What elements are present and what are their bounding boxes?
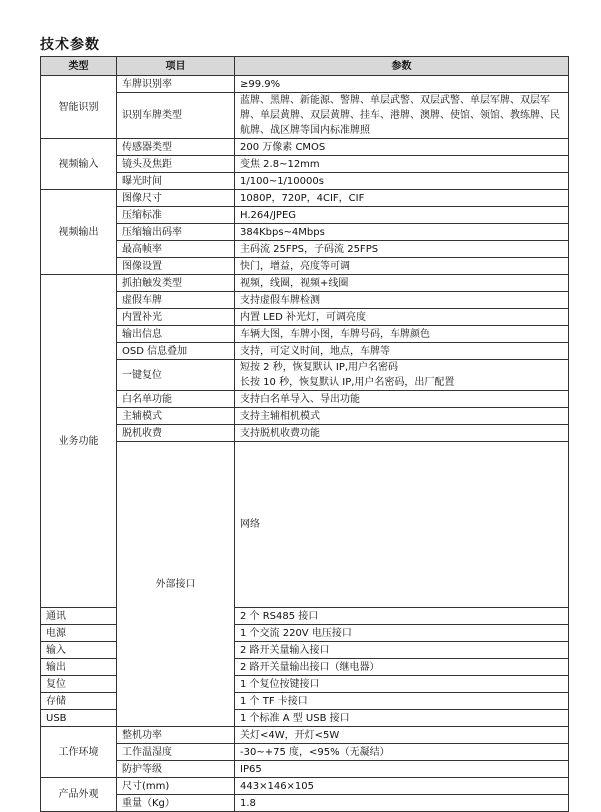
item-cell: 一键复位: [117, 360, 235, 391]
table-row: [41, 258, 569, 275]
table-row: [41, 93, 569, 139]
param-cell: ≥99.9%: [235, 76, 569, 93]
table-row: [41, 173, 569, 190]
table-row: [41, 207, 569, 224]
param-cell: 车辆大图，车牌小图，车牌号码，车牌颜色: [235, 326, 569, 343]
item-cell: 压缩输出码率: [117, 224, 235, 241]
item-cell: 输出: [41, 659, 117, 676]
item-cell: 重量（Kg）: [117, 795, 235, 812]
category-cell: 外部接口: [117, 442, 235, 727]
table-row: [41, 442, 569, 608]
param-cell: 支持主辅相机模式: [235, 408, 569, 425]
item-cell: 最高帧率: [117, 241, 235, 258]
param-cell: 蓝牌、黑牌、新能源、警牌、单层武警、双层武警、单层军牌、双层军牌、单层黄牌、双层黄牌、挂车、港牌、澳牌、使馆、领馆、教练牌、民航牌、战区牌等国内标准牌照: [235, 93, 569, 139]
item-cell: 防护等级: [117, 761, 235, 778]
item-cell: USB: [41, 710, 117, 727]
param-cell: 1/100~1/10000s: [235, 173, 569, 190]
item-cell: 抓拍触发类型: [117, 275, 235, 292]
param-cell: 关灯<4W，开灯<5W: [235, 727, 569, 744]
table-row: [41, 761, 569, 778]
category-cell: 产品外观: [41, 778, 117, 812]
item-cell: 存储: [41, 693, 117, 710]
header-type: 类型: [41, 57, 117, 76]
category-cell: 视频输入: [41, 139, 117, 190]
param-cell: 200 万像素 CMOS: [235, 139, 569, 156]
spec-table: [40, 56, 569, 812]
table-row: [41, 425, 569, 442]
table-header-row: [41, 57, 569, 76]
table-body: [41, 76, 569, 812]
table-row: [41, 326, 569, 343]
item-cell: 白名单功能: [117, 391, 235, 408]
item-cell: 工作温湿度: [117, 744, 235, 761]
item-cell: 网络: [235, 442, 569, 608]
header-param: 参数: [235, 57, 569, 76]
table-row: [41, 224, 569, 241]
param-cell: 快门，增益，亮度等可调: [235, 258, 569, 275]
table-row: [41, 343, 569, 360]
item-cell: OSD 信息叠加: [117, 343, 235, 360]
item-cell: 通讯: [41, 608, 117, 625]
item-cell: 整机功率: [117, 727, 235, 744]
param-cell: 变焦 2.8~12mm: [235, 156, 569, 173]
table-row: [41, 156, 569, 173]
param-cell: 1 个 TF 卡接口: [235, 693, 569, 710]
param-cell: 主码流 25FPS，子码流 25FPS: [235, 241, 569, 258]
item-cell: 输入: [41, 642, 117, 659]
param-cell: -30~+75 度，<95%（无凝结）: [235, 744, 569, 761]
table-row: [41, 727, 569, 744]
item-cell: 脱机收费: [117, 425, 235, 442]
item-cell: 图像设置: [117, 258, 235, 275]
item-cell: 主辅模式: [117, 408, 235, 425]
item-cell: 输出信息: [117, 326, 235, 343]
table-row: [41, 190, 569, 207]
table-row: [41, 408, 569, 425]
table-row: [41, 241, 569, 258]
category-cell: 业务功能: [41, 275, 117, 608]
param-cell: 1080P，720P，4CIF，CIF: [235, 190, 569, 207]
param-cell: 1.8: [235, 795, 569, 812]
item-cell: 压缩标准: [117, 207, 235, 224]
item-cell: 虚假车牌: [117, 292, 235, 309]
param-cell: 2 路开关量输出接口（继电器）: [235, 659, 569, 676]
param-cell: 内置 LED 补光灯，可调亮度: [235, 309, 569, 326]
param-cell: 支持白名单导入、导出功能: [235, 391, 569, 408]
param-cell: 1 个交流 220V 电压接口: [235, 625, 569, 642]
item-cell: 镜头及焦距: [117, 156, 235, 173]
header-item: 项目: [117, 57, 235, 76]
table-row: [41, 309, 569, 326]
table-row: [41, 275, 569, 292]
item-cell: 图像尺寸: [117, 190, 235, 207]
table-row: [41, 778, 569, 795]
item-cell: 尺寸(mm): [117, 778, 235, 795]
param-cell: H.264/JPEG: [235, 207, 569, 224]
category-cell: 视频输出: [41, 190, 117, 275]
table-row: [41, 292, 569, 309]
param-cell: IP65: [235, 761, 569, 778]
table-row: [41, 795, 569, 812]
param-cell: 1 个复位按键接口: [235, 676, 569, 693]
param-cell: 支持脱机收费功能: [235, 425, 569, 442]
param-cell: 支持，可定义时间，地点，车牌等: [235, 343, 569, 360]
param-cell: 视频，线圈，视频+线圈: [235, 275, 569, 292]
item-cell: 传感器类型: [117, 139, 235, 156]
item-cell: 车牌识别率: [117, 76, 235, 93]
param-cell: 短按 2 秒，恢复默认 IP,用户名密码 长按 10 秒，恢复默认 IP,用户名密码，出厂配置: [235, 360, 569, 391]
category-cell: 智能识别: [41, 76, 117, 139]
param-cell: 2 路开关量输入接口: [235, 642, 569, 659]
item-cell: 识别车牌类型: [117, 93, 235, 139]
param-cell: 443×146×105: [235, 778, 569, 795]
item-cell: 内置补光: [117, 309, 235, 326]
page-title: 技术参数: [40, 37, 100, 53]
table-row: [41, 391, 569, 408]
param-cell: 支持虚假车牌检测: [235, 292, 569, 309]
item-cell: 电源: [41, 625, 117, 642]
category-cell: 工作环境: [41, 727, 117, 778]
table-row: [41, 76, 569, 93]
param-cell: 384Kbps~4Mbps: [235, 224, 569, 241]
param-cell: 2 个 RS485 接口: [235, 608, 569, 625]
table-row: [41, 360, 569, 391]
table-row: [41, 139, 569, 156]
table-row: [41, 744, 569, 761]
item-cell: 复位: [41, 676, 117, 693]
param-cell: 1 个标准 A 型 USB 接口: [235, 710, 569, 727]
item-cell: 曝光时间: [117, 173, 235, 190]
